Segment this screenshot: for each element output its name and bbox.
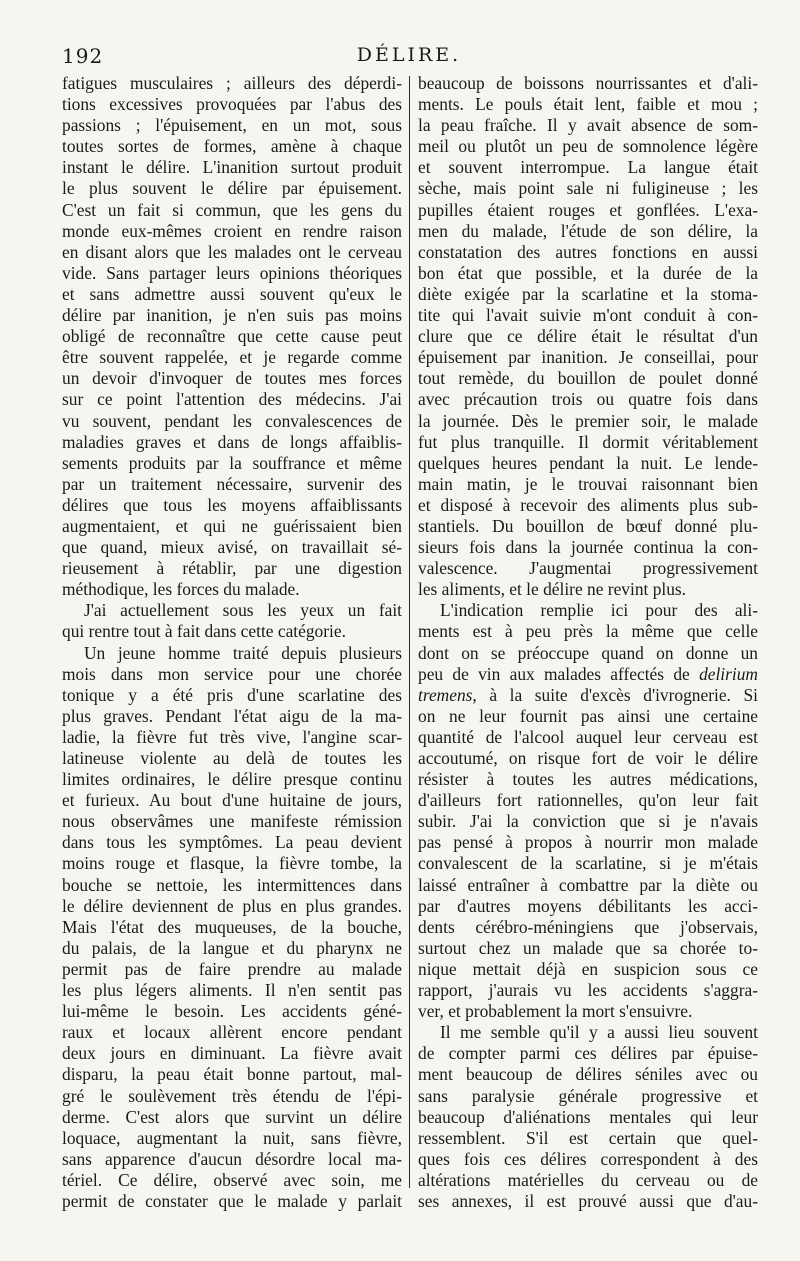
text-line: ladie, la fièvre fut très vive, l'angine scar- bbox=[62, 726, 402, 747]
text-line: deux jours en diminuant. La fièvre avait bbox=[62, 1043, 402, 1064]
text-line: nous observâmes une manifeste rémission bbox=[62, 811, 402, 832]
text-line: diète exigée par la scarlatine et la stoma- bbox=[418, 283, 758, 304]
text-line: la peau fraîche. Il y avait absence de som- bbox=[418, 115, 758, 136]
text-line: obligé de reconnaître que cette cause peut bbox=[62, 326, 402, 347]
text-line: sans paralysie générale progressive et bbox=[418, 1085, 758, 1106]
text-line: loquace, augmentant la nuit, sans fièvre, bbox=[62, 1127, 402, 1148]
text-line: rapport, j'aurais vu les accidents s'aggra- bbox=[418, 980, 758, 1001]
text-line: limites ordinaires, le délire presque continu bbox=[62, 769, 402, 790]
text-line: ments. Le pouls était lent, faible et mou ; bbox=[418, 94, 758, 115]
text-line: clure que ce délire était le résultat d'un bbox=[418, 326, 758, 347]
text-line: raux et locaux allèrent encore pendant bbox=[62, 1022, 402, 1043]
text-line: accoutumé, on risque fort de voir le délire bbox=[418, 748, 758, 768]
text-line: moins rouge et flasque, la fièvre tombe, la bbox=[62, 853, 402, 874]
text-line: L'indication remplie ici pour des ali- bbox=[440, 600, 758, 621]
text-line: instant le délire. L'inanition surtout produit bbox=[62, 157, 402, 178]
text-line: C'est un fait si commun, que les gens du bbox=[62, 199, 402, 220]
text-line: constatation des autres fonctions en aussi bbox=[418, 241, 758, 262]
text-line: nique mettait déjà en suspicion sous ce bbox=[418, 958, 758, 979]
text-line: délires que tous les moyens affaiblissants bbox=[62, 494, 402, 515]
text-line: main matin, je le trouvai raisonnant bien bbox=[418, 473, 758, 494]
text-line: beaucoup de boissons nourrissantes et d'ali- bbox=[418, 73, 758, 93]
page-number: 192 bbox=[62, 44, 104, 68]
text-line: tériel. Ce délire, observé avec soin, me bbox=[62, 1169, 402, 1190]
text-line: la journée. Dès le premier soir, le malade bbox=[418, 410, 758, 431]
text-line: bon état que possible, et la durée de la bbox=[418, 262, 758, 283]
text-line: dans tous les symptômes. La peau devient bbox=[62, 832, 402, 853]
text-line: le délire deviennent de plus en plus grandes. bbox=[62, 895, 402, 916]
italic-term: delirium bbox=[699, 663, 758, 684]
text-line: sieurs fois dans la journée continua la con- bbox=[418, 537, 758, 558]
text-line: surtout chez un malade que sa chorée to- bbox=[418, 937, 758, 958]
text-line: vu souvent, pendant les convalescences de bbox=[62, 410, 402, 431]
text-line: lui-même le besoin. Les accidents géné- bbox=[62, 1001, 402, 1022]
text-line: le plus souvent le délire par épuisement. bbox=[62, 178, 402, 199]
column-divider bbox=[409, 76, 410, 1188]
text-line: ressemblent. S'il est certain que quel- bbox=[418, 1127, 758, 1148]
text-line: ver, et probablement la mort s'ensuivre. bbox=[418, 1001, 693, 1022]
text-line: méthodique, les forces du malade. bbox=[62, 579, 300, 600]
text-line: pas pensé à propos à nourrir mon malade bbox=[418, 832, 758, 853]
text-line: sans apparence d'aucun désordre local ma- bbox=[62, 1148, 402, 1169]
text-line: et furieux. Au bout d'une huitaine de jours, bbox=[62, 790, 402, 811]
left-text-column bbox=[62, 73, 402, 1212]
text-line: derme. C'est alors que survint un délire bbox=[62, 1106, 402, 1127]
text-line: subir. J'ai la conviction que si je n'avais bbox=[418, 811, 758, 832]
text-line: ses annexes, il est prouvé aussi que d'au- bbox=[418, 1190, 758, 1211]
text-line: maladies graves et dans de longs affaiblis- bbox=[62, 431, 402, 452]
text-line: sur ce point l'attention des médecins. J'ai bbox=[62, 389, 402, 410]
text-line: par un traitement nécessaire, survenir des bbox=[62, 473, 402, 494]
text-line: Mais l'état des muqueuses, de la bouche, bbox=[62, 916, 402, 937]
text-line: augmentaient, et qui ne guérissaient bien bbox=[62, 515, 402, 536]
text-line: et souvent interrompue. La langue était bbox=[418, 157, 758, 178]
text-line: on ne leur fournit pas ainsi une certaine bbox=[418, 705, 758, 726]
text-line: bouche se nettoie, les intermittences dans bbox=[62, 874, 402, 895]
text-line: beaucoup d'aliénations mentales qui leur bbox=[418, 1106, 758, 1127]
text-line: stantiels. Du bouillon de bœuf donné plu- bbox=[418, 515, 758, 536]
text-line: avec précaution trois ou quatre fois dans bbox=[418, 389, 758, 410]
text-line: tions excessives provoquées par l'abus des bbox=[62, 94, 402, 115]
text-line: de compter parmi ces délires par épuise- bbox=[418, 1043, 758, 1064]
text-line: épuisement par inanition. Je conseillai, pour bbox=[418, 347, 758, 368]
text-line: quelques heures pendant la nuit. Le lende- bbox=[418, 452, 758, 473]
text-line: qui rentre tout à fait dans cette catégorie. bbox=[62, 621, 346, 642]
text-line: du palais, de la langue et du pharynx ne bbox=[62, 937, 402, 958]
text-line: les aliments, et le délire ne revint plus. bbox=[418, 579, 687, 600]
text-line: tremens, à la suite d'excès d'ivrognerie. Si bbox=[418, 684, 758, 705]
text-line: que quand, mieux avisé, on travaillait sé- bbox=[62, 537, 402, 558]
text-line: peu de vin aux malades affectés de delirium bbox=[418, 663, 758, 684]
text-line: latineuse violente au delà de toutes les bbox=[62, 748, 402, 768]
text-line: être souvent rappelée, et je regarde comme bbox=[62, 347, 402, 368]
text-line: plus graves. Pendant l'état aigu de la ma- bbox=[62, 705, 402, 726]
text-line: valescence. J'augmentai progressivement bbox=[418, 558, 758, 579]
text-line: tout remède, du bouillon de poulet donné bbox=[418, 368, 758, 389]
text-line: ques fois ces délires correspondent à des bbox=[418, 1148, 758, 1169]
italic-term: tremens bbox=[418, 684, 473, 705]
text-line: dont on se préoccupe quand on donne un bbox=[418, 642, 758, 663]
text-line: dents cérébro-méningiens que j'observais, bbox=[418, 916, 758, 937]
text-line: permit pas de faire prendre au malade bbox=[62, 958, 402, 979]
text-line: gré le soulèvement très étendu de l'épi- bbox=[62, 1085, 402, 1106]
running-head bbox=[62, 44, 756, 70]
text-line: et disposé à recevoir des aliments plus sub- bbox=[418, 494, 758, 515]
text-line: altérations matérielles du cerveau ou de bbox=[418, 1169, 758, 1190]
text-line: tonique y a été pris d'une scarlatine des bbox=[62, 684, 402, 705]
right-text-column bbox=[418, 73, 758, 1212]
text-line: les plus légers aliments. Il n'en sentit pas bbox=[62, 980, 402, 1001]
text-line: men du malade, l'étude de son délire, la bbox=[418, 220, 758, 241]
text-line: rieusement à rétablir, par une digestion bbox=[62, 558, 402, 579]
text-line: monde eux-mêmes croient en rendre raison bbox=[62, 220, 402, 241]
text-line: sèche, mais point sale ni fuligineuse ; les bbox=[418, 178, 758, 199]
running-title: DÉLIRE. bbox=[356, 44, 462, 66]
text-line: par d'autres moyens débilitants les acci- bbox=[418, 895, 758, 916]
text-line: laissé entraîner à combattre par la diète ou bbox=[418, 874, 758, 895]
text-line: mois dans mon service pour une chorée bbox=[62, 663, 402, 684]
text-line: disparu, la peau était bonne partout, mal- bbox=[62, 1064, 402, 1085]
text-line: tite qui l'avait suivie m'ont conduit à con- bbox=[418, 305, 758, 326]
text-line: fut plus tranquille. Il dormit véritablement bbox=[418, 431, 758, 452]
text-line: fatigues musculaires ; ailleurs des déperdi- bbox=[62, 73, 402, 93]
text-line: vide. Sans partager leurs opinions théoriques bbox=[62, 262, 402, 283]
text-line: meil ou plutôt un peu de somnolence légère bbox=[418, 136, 758, 157]
text-line: pupilles étaient rouges et gonflées. L'exa- bbox=[418, 199, 758, 220]
text-line: ment beaucoup de délires séniles avec ou bbox=[418, 1064, 758, 1085]
text-line: toutes sortes de formes, amène à chaque bbox=[62, 136, 402, 157]
text-line: J'ai actuellement sous les yeux un fait bbox=[84, 600, 402, 621]
text-line: résister à toutes les autres médications, bbox=[418, 769, 758, 790]
text-line: d'ailleurs fort rationnelles, qu'on leur fait bbox=[418, 790, 758, 811]
text-line: Un jeune homme traité depuis plusieurs bbox=[84, 642, 402, 663]
text-line: permit de constater que le malade y parlait bbox=[62, 1190, 402, 1211]
text-line: ments est à peu près la même que celle bbox=[418, 621, 758, 642]
text-line: en disant alors que les malades ont le cerveau bbox=[62, 241, 402, 262]
text-line: et sans admettre aussi souvent qu'eux le bbox=[62, 283, 402, 304]
text-line: délire par inanition, je n'en suis pas moins bbox=[62, 305, 402, 326]
text-line: quantité de l'alcool auquel leur cerveau est bbox=[418, 726, 758, 747]
text-line: sements produits par la souffrance et même bbox=[62, 452, 402, 473]
text-line: un devoir d'invoquer de toutes mes forces bbox=[62, 368, 402, 389]
text-line: passions ; l'épuisement, en un mot, sous bbox=[62, 115, 402, 136]
text-line: convalescent de la scarlatine, si je m'étais bbox=[418, 853, 758, 874]
text-line: Il me semble qu'il y a aussi lieu souvent bbox=[440, 1022, 758, 1043]
